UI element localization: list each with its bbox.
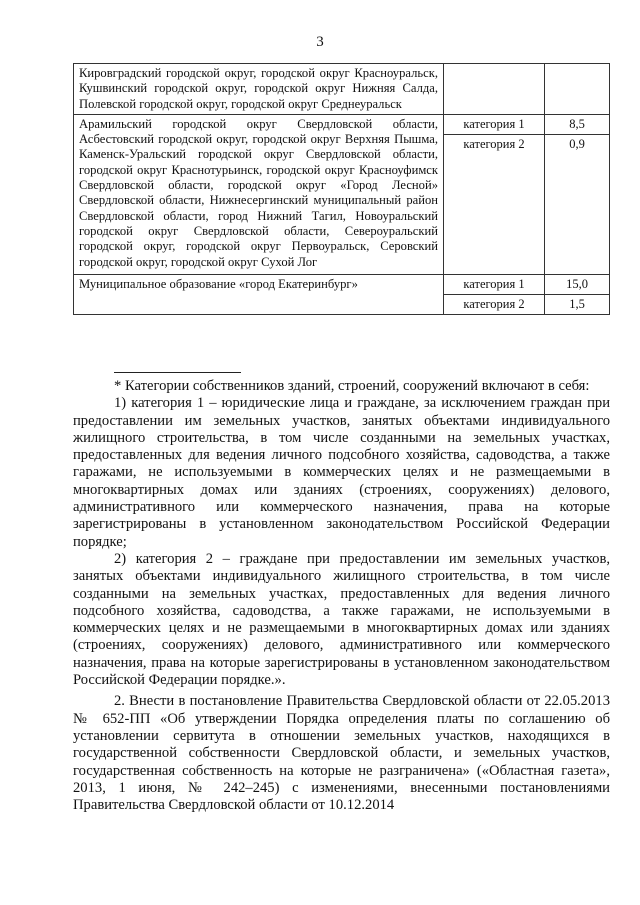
body-text: [73, 378, 610, 814]
value-cell: 0,9: [545, 134, 610, 274]
category-cell: [444, 64, 545, 115]
footnote-separator: [114, 372, 241, 373]
category-cell: категория 1: [444, 274, 545, 294]
category-cell: категория 2: [444, 134, 545, 274]
category-cell: категория 1: [444, 114, 545, 134]
value-cell: [545, 64, 610, 115]
value-cell: 1,5: [545, 294, 610, 314]
table-row: [74, 114, 610, 134]
regions-table: [73, 63, 610, 315]
region-name-cell: Кировградский городской округ, городской округ Красноуральск, Кушвинский городской округ, городской округ Нижняя Салда, Полевской городской округ, городской округ Среднеуральск: [74, 64, 444, 115]
table-row: [74, 64, 610, 115]
value-cell: 15,0: [545, 274, 610, 294]
footnote-intro: * Категории собственников зданий, строений, сооружений включают в себя:: [114, 378, 590, 394]
category-cell: категория 2: [444, 294, 545, 314]
table-row: [74, 274, 610, 294]
paragraph-2: 2. Внести в постановление Правительства Свердловской области от 22.05.2013 № 652-ПП «Об утверждении Порядка определения платы по соглашению об установлении сервитута в отношении земельных участков, находящихся в государственной собственности Свердловской области, и земельных участков, государственная собственность на которые не разграничена» («Областная газета», 2013, 1 июня, № 242–245) с изменениями, внесенными постановлениями Правительства Свердловской области от 10.12.2014: [73, 693, 610, 814]
region-name-cell: Арамильский городской округ Свердловской области, Асбестовский городской округ, городской округ Верхняя Пышма, Каменск-Уральский городской округ Свердловской области, городской округ Краснотурьинск, городской округ Красноуфимск Свердловской области, городской округ «Город Лесной» Свердловской области, Нижнесергинский муниципальный район Свердловской области, город Нижний Тагил, Новоуральский городской округ Свердловской области, Североуральский городской округ, городской округ Первоуральск, Серовский городской округ, городской округ Сухой Лог: [74, 114, 444, 274]
page-number: 3: [316, 34, 324, 50]
footnote-item-2: 2) категория 2 – граждане при предоставлении им земельных участков, занятых объектами индивидуального жилищного строительства, в том числе созданными на земельных участках, предоставленных для ведения личного подсобного хозяйства, садоводства, а также гаражами, не используемыми в коммерческих целях и не размещаемыми в многоквартирных домах или зданиях (строениях, сооружениях) делового, административного или коммерческого назначения, права на которые зарегистрированы в установленном законодательством Российской Федерации порядке.».: [73, 550, 610, 689]
region-name-cell: Муниципальное образование «город Екатеринбург»: [74, 274, 444, 314]
value-cell: 8,5: [545, 114, 610, 134]
footnote-item-1: 1) категория 1 – юридические лица и граждане, за исключением граждан при предоставлении им земельных участков, занятых объектами индивидуального жилищного строительства, в том числе созданными на земельных участках, предоставленных для ведения личного подсобного хозяйства, садоводства, а также гаражами, не используемыми в коммерческих целях и не размещаемыми в многоквартирных домах или зданиях (строениях, сооружениях) делового, административного или коммерческого назначения, права на которые зарегистрированы в установленном законодательством Российской Федерации порядке;: [73, 395, 610, 550]
